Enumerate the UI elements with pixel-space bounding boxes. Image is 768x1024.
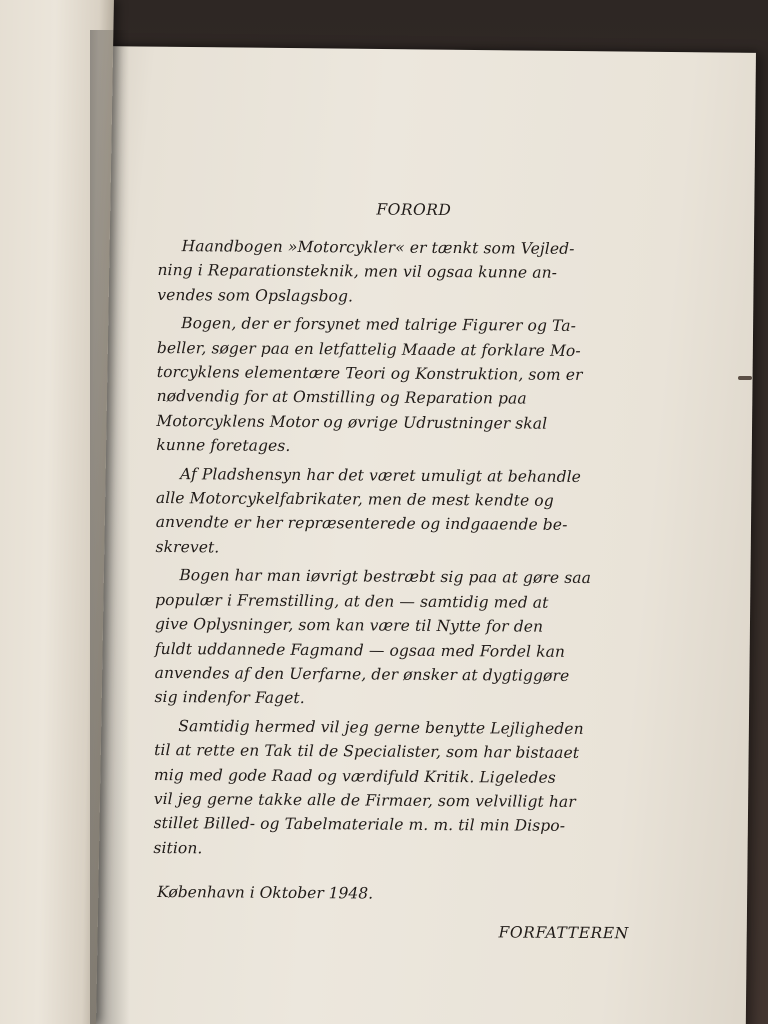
paragraph-line: stillet Billed- og Tabelmateriale m. m. til min Dispo- [153,814,566,836]
paragraph-line: sition. [153,838,203,858]
paragraph-line: beller, søger paa en letfattelig Maade at forklare Mo- [156,338,581,360]
paragraph-line: Motorcyklens Motor og øvrige Udrustninger skal [156,411,548,433]
paragraph-5 [153,714,654,864]
paragraph-line: populær i Fremstilling, at den — samtidig med at [155,590,549,612]
place-date: København i Oktober 1948. [157,883,374,903]
page-edge-mark [738,376,752,380]
paragraph-line: Bogen, der er forsynet med talrige Figurer og Ta- [181,314,577,336]
paragraph-2 [156,311,657,461]
paragraph-line: skrevet. [155,537,220,557]
paragraph-line: sig indenfor Faget. [154,688,305,708]
book-gutter-shadow [90,30,130,1024]
paragraph-line: give Oplysninger, som kan være til Nytte for den [154,615,544,636]
paragraph-line: ning i Reparationsteknik, men vil ogsaa kunne an- [157,261,558,283]
paragraph-3 [155,462,656,563]
paragraph-line: Haandbogen »Motorcykler« er tænkt som Vejled- [181,237,575,258]
paragraph-line: Af Pladshensyn har det været umuligt at behandle [179,464,582,486]
paragraph-line: til at rette en Tak til de Specialister, som har bistaaet [154,741,580,763]
paragraph-line: mig med gode Raad og værdifuld Kritik. Ligeledes [153,765,556,787]
paragraph-line: vil jeg gerne takke alle de Firmaer, som velvilligt har [153,789,576,811]
paragraph-line: fuldt uddannede Fagmand — ogsaa med Fordel kan [154,639,566,661]
page-title: FORORD [376,200,452,220]
paragraph-line: torcyklens elementære Teori og Konstruktion, som er [156,363,583,384]
paragraph-line: nødvendig for at Omstilling og Reparation paa [156,387,527,409]
foreword-text [153,196,658,946]
author-signature: FORFATTEREN [498,923,629,943]
paragraph-line: Bogen har man iøvrigt bestræbt sig paa at gøre saa [179,566,592,588]
paragraph-line: anvendes af den Uerfarne, der ønsker at dygtiggøre [154,663,570,685]
paragraph-1 [157,234,657,311]
paragraph-line: anvendte er her repræsenterede og indgaaende be- [155,513,568,535]
paragraph-line: vendes som Opslagsbog. [157,285,354,306]
paragraph-line: kunne foretages. [156,436,291,456]
paragraph-line: alle Motorcykelfabrikater, men de mest kendte og [155,489,554,510]
paragraph-4 [154,563,655,713]
paragraph-line: Samtidig hermed vil jeg gerne benytte Lejligheden [178,716,584,738]
